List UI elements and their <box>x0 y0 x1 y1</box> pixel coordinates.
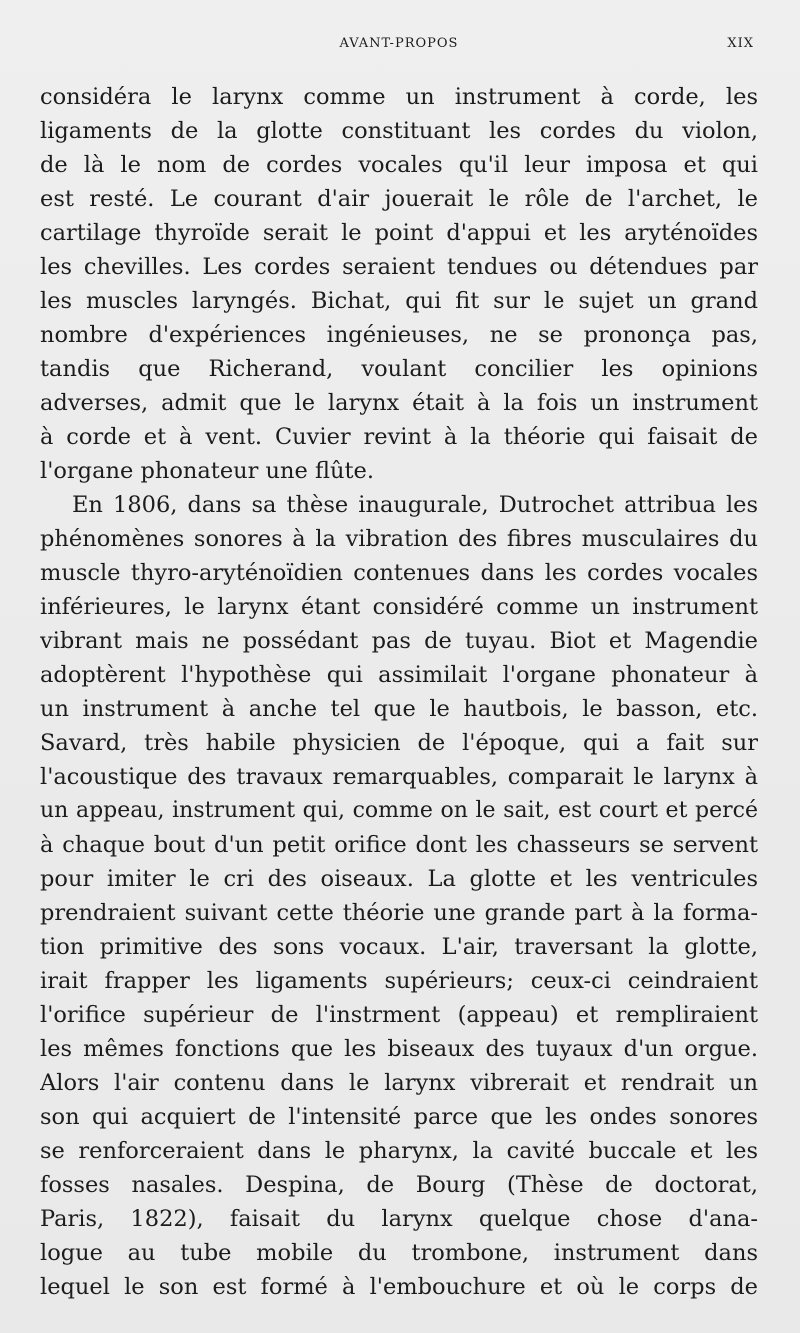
text-line: inférieures, le larynx étant considéré comme un instrument <box>40 594 758 620</box>
text-line: son qui acquiert de l'intensité parce que les ondes sonores <box>40 1104 758 1130</box>
running-title: AVANT-PROPOS <box>339 36 459 51</box>
page-number: XIX <box>727 36 754 51</box>
text-line: adverses, admit que le larynx était à la fois un instrument <box>40 390 758 416</box>
text-line: lequel le son est formé à l'embouchure et où le corps de <box>40 1274 758 1300</box>
text-line: muscle thyro-aryténoïdien contenues dans les cordes vocales <box>40 560 758 586</box>
text-line: Savard, très habile physicien de l'époque, qui a fait sur <box>40 730 758 756</box>
text-line: se renforceraient dans le pharynx, la cavité buccale et les <box>40 1138 758 1164</box>
paragraph-end-line: l'organe phonateur une flûte. <box>40 458 375 484</box>
text-line: les mêmes fonctions que les biseaux des tuyaux d'un orgue. <box>40 1036 758 1062</box>
text-line: fosses nasales. Despina, de Bourg (Thèse de doctorat, <box>40 1172 758 1198</box>
text-line: pour imiter le cri des oiseaux. La glotte et les ventricules <box>40 866 758 892</box>
text-line: à corde et à vent. Cuvier revint à la théorie qui faisait de <box>40 424 758 450</box>
text-line: Paris, 1822), faisait du larynx quelque chose d'ana- <box>40 1206 758 1232</box>
text-line: à chaque bout d'un petit orifice dont les chasseurs se servent <box>40 832 758 858</box>
text-line: un instrument à anche tel que le hautbois, le basson, etc. <box>40 696 758 722</box>
text-line: tion primitive des sons vocaux. L'air, traversant la glotte, <box>40 934 758 960</box>
text-line: Alors l'air contenu dans le larynx vibrerait et rendrait un <box>40 1070 758 1096</box>
text-line: cartilage thyroïde serait le point d'appui et les aryténoïdes <box>40 220 758 246</box>
text-line: les chevilles. Les cordes seraient tendues ou détendues par <box>40 254 758 280</box>
text-line: nombre d'expériences ingénieuses, ne se prononça pas, <box>40 322 758 348</box>
paragraph-start-line: En 1806, dans sa thèse inaugurale, Dutrochet attribua les <box>72 492 758 518</box>
text-line: de là le nom de cordes vocales qu'il leur imposa et qui <box>40 152 758 178</box>
body-text <box>40 80 758 1304</box>
text-line: vibrant mais ne possédant pas de tuyau. Biot et Magendie <box>40 628 758 654</box>
text-line: phénomènes sonores à la vibration des fibres musculaires du <box>40 526 758 552</box>
text-line: adoptèrent l'hypothèse qui assimilait l'organe phonateur à <box>40 662 758 688</box>
text-line: prendraient suivant cette théorie une grande part à la forma- <box>40 900 758 926</box>
text-line: est resté. Le courant d'air jouerait le rôle de l'archet, le <box>40 186 758 212</box>
text-line: l'acoustique des travaux remarquables, comparait le larynx à <box>40 764 758 790</box>
text-line: un appeau, instrument qui, comme on le sait, est court et percé <box>40 798 758 823</box>
text-line: irait frapper les ligaments supérieurs; ceux-ci ceindraient <box>40 968 758 994</box>
text-line: tandis que Richerand, voulant concilier les opinions <box>40 356 758 382</box>
text-line: ligaments de la glotte constituant les cordes du violon, <box>40 118 758 144</box>
text-line: les muscles laryngés. Bichat, qui fit sur le sujet un grand <box>40 288 758 314</box>
text-line: logue au tube mobile du trombone, instrument dans <box>40 1240 758 1266</box>
text-line: considéra le larynx comme un instrument à corde, les <box>40 84 758 110</box>
text-line: l'orifice supérieur de l'instrment (appeau) et rempliraient <box>40 1002 758 1028</box>
page-header <box>40 36 758 56</box>
